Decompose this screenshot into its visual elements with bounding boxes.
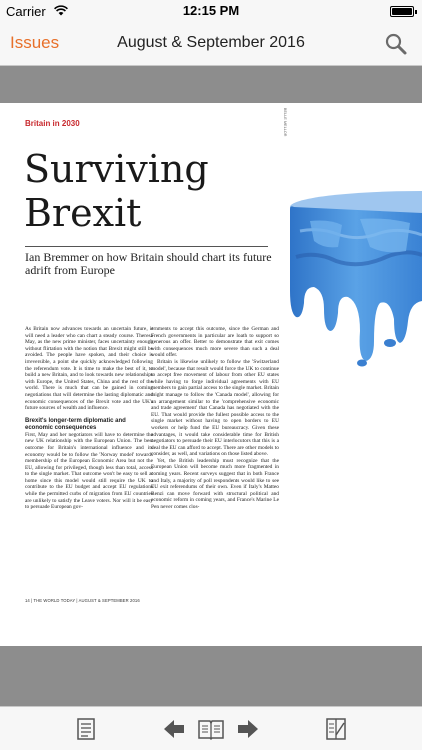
- issue-title: August & September 2016: [117, 34, 305, 51]
- article-headline: [24, 147, 274, 235]
- article-column-2: [151, 326, 279, 511]
- magazine-page[interactable]: [0, 103, 422, 646]
- paragraph: As Britain now advances towards an uncertain future, it will need a leader who can chart a steady course. Theresa May, as the new prime minister, faces uncertainty enough without flirtation with the notion that Brexit might still be avoided. The people have spoken, and their choice is irreversible, a point she quickly acknowledged following the referendum vote. It is time to make the best of it, to build a new Britain, and to look towards new relationships with Europe, the United States, China and the rest of the world. There is much that can be gained in coming negotiations that will determine the lasting diplomatic and economic consequences of the Brexit vote and the UK's future sources of wealth and influence.: [25, 326, 153, 412]
- open-book-icon[interactable]: [197, 715, 225, 743]
- article-kicker: Britain in 2030: [25, 119, 80, 128]
- paragraph: Britain is likewise unlikely to follow the 'Switzerland model', because that result would force the UK to continue to accept free movement of labour from other EU states while having to forge individual agreements with EU members to gain partial access to the single market. Britain might manage to follow the 'Canada model', allowing for an arrangement similar to the 'comprehensive economic and trade agreement' that Canada has negotiated with the EU. That would provide the fullest possible access to the single market without having to open borders to EU workers or help fund the EU bureaucracy. Given these advantages, it would take considerable time for British negotiators to persuade their EU interlocutors that this is a deal the EU can afford to accept. There are other models to consider, as well, and variations on those listed above.: [151, 358, 279, 458]
- paragraph: Yet, the British leadership must recognize that the European Union will become much more fragmented in coming years. Recent surveys suggest that in both France and Italy, a majority of poll respondents would like to see EU exit referendums of their own. Even if Italy's Matteo Renzi can move forward with structural political and economic reform in coming years, and France's Marine Le Pen never comes clos-: [151, 457, 279, 511]
- page-folio: 14 | THE WORLD TODAY | AUGUST & SEPTEMBER 2016: [25, 598, 140, 603]
- illustration-credit: BELLE MELLOR: [283, 108, 287, 137]
- battery-icon: [390, 6, 414, 17]
- carrier-label: Carrier: [6, 4, 46, 19]
- headline-line-1: Surviving: [24, 147, 209, 191]
- headline-line-2: Brexit: [24, 191, 142, 235]
- paragraph: First, May and her negotiators will have to determine the new UK relationship with the European Union. The best outcome for Britain's international influence and its economy would be to follow the 'Norway model' towards membership of the European Economic Area but not the EU, allowing for privileged, though less than total, access to the single market. That outcome won't be easy to sell at home since this model would still require the UK to contribute to the EU budget and accept EU regulations while the permitted curbs of migration from EU countries are unlikely to satisfy the Leave voters. Nor will it be easy to persuade European gov-: [25, 431, 153, 511]
- reader-toolbar: [0, 706, 422, 750]
- article-subhead: Brexit's longer-term diplomatic and economic consequences: [25, 417, 126, 431]
- article-column-1: [25, 326, 153, 511]
- arrow-left-icon[interactable]: [160, 715, 188, 743]
- issues-back-button[interactable]: Issues: [10, 33, 60, 52]
- status-time: 12:15 PM: [182, 3, 240, 18]
- search-icon[interactable]: [384, 32, 408, 56]
- article-standfirst: Ian Bremmer on how Britain should chart its future adrift from Europe: [25, 250, 272, 277]
- melting-globe-illustration: [290, 191, 422, 406]
- navigation-bar: [0, 22, 422, 66]
- arrow-right-icon[interactable]: [234, 715, 262, 743]
- contents-list-icon[interactable]: [72, 715, 100, 743]
- paragraph: ernments to accept this outcome, since the German and French governments in particular are loath to support so generous an offer. Better to demonstrate that exit comes with consequences much more severe than such a deal would offer.: [151, 326, 279, 359]
- headline-rule: [25, 246, 268, 247]
- status-bar: [0, 0, 422, 22]
- page-view-icon[interactable]: [322, 715, 350, 743]
